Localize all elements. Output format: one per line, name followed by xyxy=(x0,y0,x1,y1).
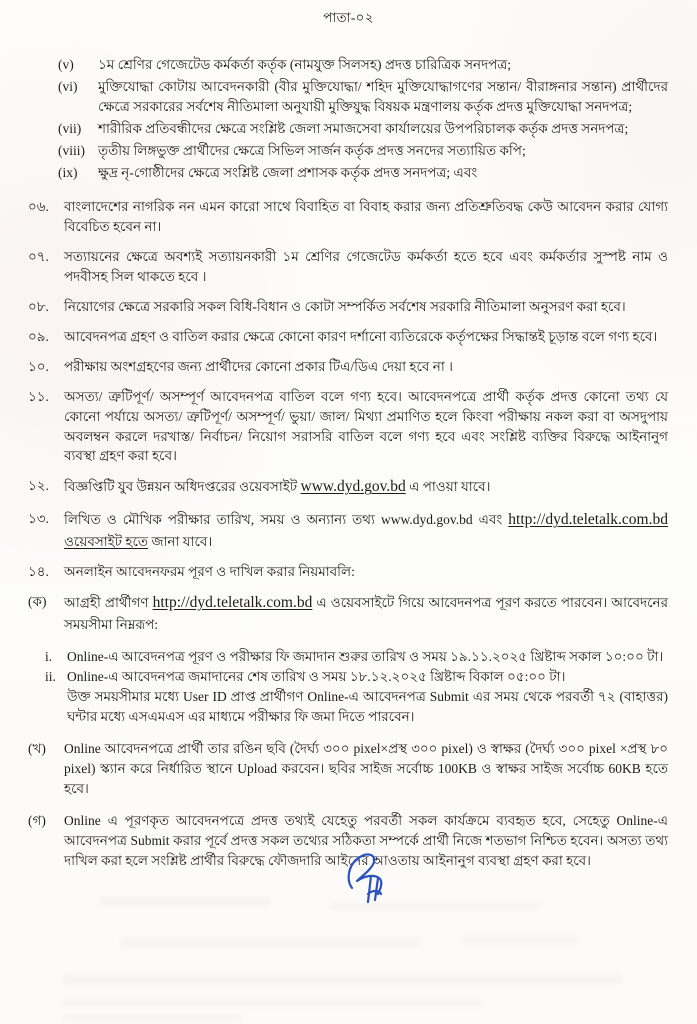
clause-13 xyxy=(28,509,668,552)
clause-letter: (গ) xyxy=(28,812,46,828)
clause-text xyxy=(64,509,668,552)
application-timeline-list xyxy=(45,647,668,727)
item-label: (vii) xyxy=(58,120,82,136)
clause-text-part: লিখিত ও মৌখিক পরীক্ষার তারিখ, সময় ও অন্যান্য তথ্য xyxy=(64,512,381,528)
clause-text-part: এবং xyxy=(472,512,509,528)
clause-text: নিয়োগের ক্ষেত্রে সরকারি সকল বিধি-বিধান ও কোটা সম্পর্কিত সর্বশেষ সরকারি নীতিমালা অনুসরণ করা হবে। xyxy=(64,298,626,314)
item-text: Online-এ আবেদনপত্র জমাদানের শেষ তারিখ ও সময় ১৮.১২.২০২৫ খ্রিষ্টাব্দ বিকাল ০৫:০০ টা। xyxy=(67,669,566,685)
dyd-website-url[interactable]: www.dyd.gov.bd xyxy=(380,512,473,528)
clause-text: Online আবেদনপত্রে প্রার্থী তার রঙিন ছবি (দৈর্ঘ্য ৩০০ pixel×প্রস্থ ৩০০ pixel) ও স্বাক্ষর (দৈর্ঘ্য ৩০০ pixel ×প্রস্থ ৮০ pixel) স্ক্যান করে নির্ধারিত স্থানে Upload করবেন। ছবির সাইজ সর্বোচ্চ 100KB ও স্বাক্ষর সাইজ সর্বোচ্চ 60KB হতে হবে। xyxy=(64,741,668,796)
bleed-through-artifact xyxy=(460,936,580,944)
item-text: শারীরিক প্রতিবন্ধীদের ক্ষেত্রে সংশ্লিষ্ট জেলা সমাজসেবা কার্যালয়ের উপপরিচালক কর্তৃক প্রদত্ত সনদপত্র; xyxy=(98,120,629,136)
clause-number: ১২. xyxy=(28,478,49,494)
clause-text: অনলাইন আবেদনফরম পূরণ ও দাখিল করার নিয়মাবলি: xyxy=(64,564,355,580)
list-item-ix xyxy=(58,163,668,183)
teletalk-website-url[interactable]: http://dyd.teletalk.com.bd xyxy=(152,594,313,612)
clause-text: আবেদনপত্র গ্রহণ ও বাতিল করার ক্ষেত্রে কোনো কারণ দর্শানো ব্যতিরেকে কর্তৃপক্ষের সিদ্ধান্তই চূড়ান্ত বলে গণ্য হবে। xyxy=(64,328,658,344)
clause-number: ০৮. xyxy=(28,298,49,314)
certificate-requirements-list xyxy=(58,55,668,183)
item-text: ক্ষুদ্র নৃ-গোষ্ঠীদের ক্ষেত্রে সংশ্লিষ্ট জেলা প্রশাসক কর্তৃক প্রদত্ত সনদপত্র; এবং xyxy=(98,164,478,180)
item-text: মুক্তিযোদ্ধা কোটায় আবেদনকারী (বীর মুক্তিযোদ্ধা/ শহিদ মুক্তিযোদ্ধাগণের সন্তান/ বীরাঙ্গনার সন্তান) প্রার্থীদের ক্ষেত্রে সরকারের সর্বশেষ নীতিমালা অনুযায়ী মুক্তিযুদ্ধ বিষয়ক মন্ত্রণালয় কর্তৃক প্রদত্ত মুক্তিযোদ্ধা সনদপত্র; xyxy=(98,78,668,114)
list-item-vii xyxy=(58,119,668,139)
clause-text-before: বিজ্ঞপ্তিটি যুব উন্নয়ন অধিদপ্তরের ওয়েবসাইট xyxy=(64,479,301,495)
dyd-website-url[interactable]: www.dyd.gov.bd xyxy=(300,478,406,496)
item-label: (ix) xyxy=(58,164,78,180)
clause-number: ১১. xyxy=(28,388,49,404)
clause-number: ০৭. xyxy=(28,248,49,264)
list-item-vi xyxy=(58,77,668,117)
item-text: ১ম শ্রেণির গেজেটেড কর্মকর্তা কর্তৃক (নামযুক্ত সিলসহ) প্রদত্ত চারিত্রিক সনদপত্র; xyxy=(98,56,512,72)
clause-11 xyxy=(28,387,668,467)
clause-text: পরীক্ষায় অংশগ্রহণের জন্য প্রার্থীদের কোনো প্রকার টিএ/ডিএ দেয়া হবে না । xyxy=(64,358,453,374)
clause-text-part: আগ্রহী প্রার্থীগণ xyxy=(64,595,153,611)
item-label: (vi) xyxy=(58,78,78,94)
clause-text: অসত্য/ ত্রুটিপূর্ণ/ অসম্পূর্ণ আবেদনপত্র বাতিল বলে গণ্য হবে। আবেদনপত্রে প্রার্থী কর্তৃক প্রদত্ত কোনো তথ্য যে কোনো পর্যায়ে অসত্য/ ত্রুটিপূর্ণ/ অসম্পূর্ণ/ ভুয়া/ জাল/ মিথ্যা প্রমাণিত হলে কিংবা পরীক্ষায় নকল করা বা অসদুপায় অবলম্বন করলে দরখাস্ত/ নির্বাচন/ নিয়োগ সরাসরি বাতিল বলে গণ্য হবে এবং সংশ্লিষ্ট ব্যক্তির বিরুদ্ধে আইনানুগ ব্যবস্থা গ্রহণ করা হবে। xyxy=(64,388,668,464)
clause-09 xyxy=(28,327,668,347)
clause-text-underlined: ওয়েবসাইট হতে xyxy=(64,534,149,550)
bleed-through-artifact xyxy=(120,938,420,947)
item-text: Online-এ আবেদনপত্র পূরণ ও পরীক্ষার ফি জমাদান শুরুর তারিখ ও সময় ১৯.১১.২০২৫ খ্রিষ্টাব্দ সকাল ১০:০০ টা। xyxy=(67,649,664,665)
clause-number: ০৬. xyxy=(28,198,49,214)
timeline-item-ii xyxy=(45,667,668,687)
signature xyxy=(338,850,408,908)
clause-number: ১৩. xyxy=(28,511,49,527)
bleed-through-artifact xyxy=(62,975,622,984)
list-item-viii xyxy=(58,141,668,161)
item-label: (v) xyxy=(58,56,74,72)
page-number: পাতা-০২ xyxy=(323,10,374,25)
clause-ka xyxy=(28,592,668,635)
clause-text xyxy=(64,476,668,499)
clause-text: বাংলাদেশের নাগরিক নন এমন কারো সাথে বিবাহিত বা বিবাহ করার জন্য প্রতিশ্রুতিবদ্ধ কেউ আবেদন করার যোগ্য বিবেচিত হবেন না। xyxy=(64,198,668,234)
clause-letter: (ক) xyxy=(28,594,47,610)
teletalk-website-url[interactable]: http://dyd.teletalk.com.bd xyxy=(508,511,668,529)
clause-text-part: জানা যাবে। xyxy=(148,534,213,550)
clause-kha xyxy=(28,739,668,799)
clause-number: ১০. xyxy=(28,358,49,374)
item-label: ii. xyxy=(45,669,56,685)
item-text: তৃতীয় লিঙ্গভুক্ত প্রার্থীদের ক্ষেত্রে সিভিল সার্জন কর্তৃক প্রদত্ত সনদের সত্যায়িত কপি; xyxy=(98,142,526,158)
clause-text xyxy=(64,592,668,635)
clause-10 xyxy=(28,357,668,377)
clause-text: Online এ পূরণকৃত আবেদনপত্রে প্রদত্ত তথ্যই যেহেতু পরবর্তী সকল কার্যক্রমে ব্যবহৃত হবে, সেহেতু Online-এ আবেদনপত্র Submit করার পূর্বে প্রদত্ত সকল তথ্যের সঠিকতা সম্পর্কে প্রার্থী নিজে শতভাগ নিশ্চিত হবেন। অসত্য তথ্য দাখিল করা হলে সংশ্লিষ্ট প্রার্থীর বিরুদ্ধে ফৌজদারি আইনের আওতায় আইনানুগ ব্যবস্থা গ্রহণ করা হবে। xyxy=(64,812,668,868)
clause-06 xyxy=(28,197,668,237)
item-label: (viii) xyxy=(58,142,85,158)
clause-14 xyxy=(28,562,668,582)
clause-text-part: এ ওয়েবসাইটে গিয়ে আবেদনপত্র পূরণ করতে পারবেন। আবেদনের সময়সীমা নিম্নরূপ: xyxy=(64,595,668,633)
document-body xyxy=(0,28,697,871)
clause-12 xyxy=(28,476,668,499)
list-item-v xyxy=(58,55,668,75)
bleed-through-artifact xyxy=(62,998,482,1007)
clause-text: সত্যায়নের ক্ষেত্রে অবশ্যই সত্যায়নকারী ১ম শ্রেণির গেজেটেড কর্মকর্তা হতে হবে এবং কর্মকর্তার সুস্পষ্ট নাম ও পদবীসহ সিল থাকতে হবে । xyxy=(64,248,668,284)
bleed-through-artifact xyxy=(62,1014,242,1022)
clause-letter: (খ) xyxy=(28,741,46,757)
clause-number: ০৯. xyxy=(28,328,49,344)
bleed-through-artifact xyxy=(100,897,270,906)
fee-payment-note: উক্ত সময়সীমার মধ্যে User ID প্রাপ্ত প্রার্থীগণ Online-এ আবেদনপত্র Submit এর সময় থেকে পরবর্তী ৭২ (বাহাত্তর) ঘন্টার মধ্যে এসএমএস এর মাধ্যমে পরীক্ষার ফি জমা দিতে পারবেন। xyxy=(67,689,668,725)
clause-08 xyxy=(28,297,668,317)
timeline-item-i xyxy=(45,647,668,667)
clause-number: ১৪. xyxy=(28,564,49,580)
clause-text-after: এ পাওয়া যাবে। xyxy=(405,479,491,495)
item-label: i. xyxy=(45,649,53,665)
clause-07 xyxy=(28,247,668,287)
